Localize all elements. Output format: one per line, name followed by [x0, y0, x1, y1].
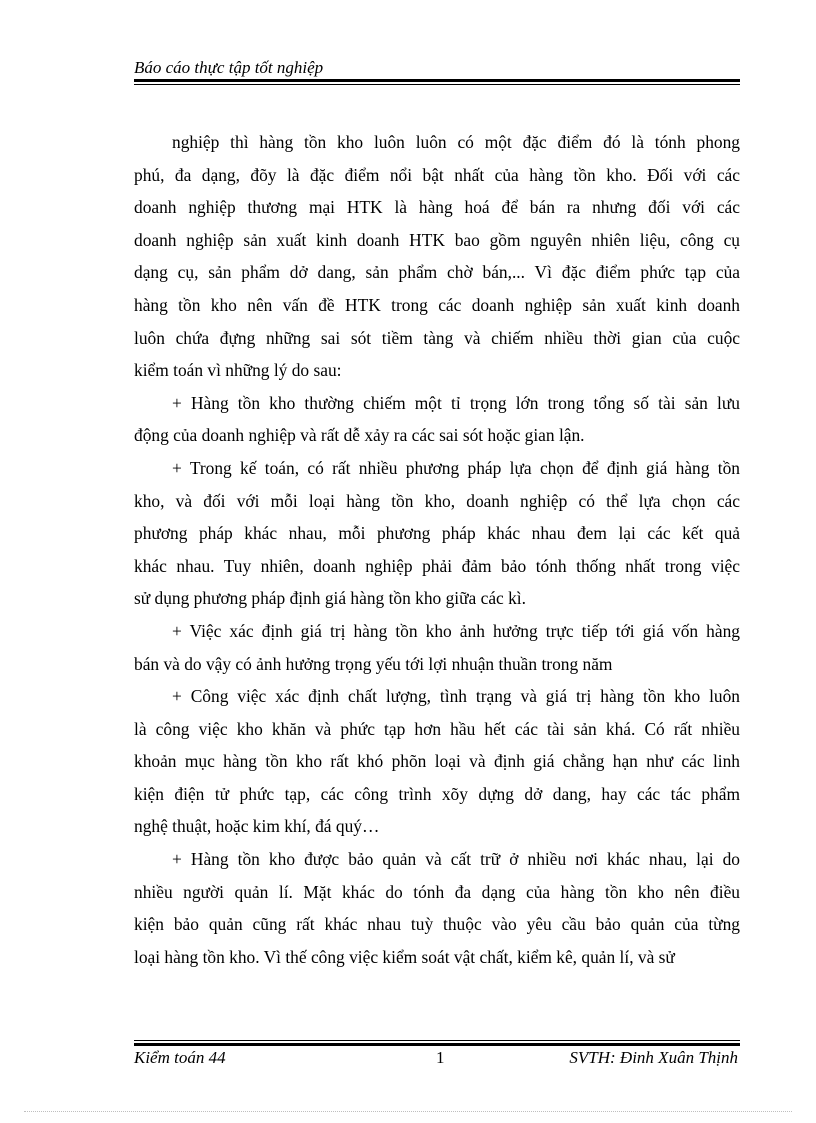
text-line: phương pháp khác nhau, mỗi phương pháp khác nhau đem lại các kết quả — [134, 523, 740, 544]
footer-student-name: SVTH: Đinh Xuân Thịnh — [569, 1048, 738, 1067]
text-line: bán và do vậy có ảnh hưởng trọng yếu tới lợi nhuận thuần trong năm — [134, 653, 613, 674]
paragraph — [134, 452, 740, 615]
text-line: là công việc kho khăn và phức tạp hơn hầu hết các tài sản khá. Có rất nhiều — [134, 718, 740, 739]
text-line: + Công việc xác định chất lượng, tình trạng và giá trị hàng tồn kho luôn — [172, 686, 740, 707]
text-line: nhiều người quản lí. Mặt khác do tónh đa dạng của hàng tồn kho nên điều — [134, 881, 740, 902]
text-line: nghiệp thì hàng tồn kho luôn luôn có một đặc điểm đó là tónh phong — [172, 132, 740, 152]
text-line: loại hàng tồn kho. Vì thế công việc kiểm soát vật chất, kiểm kê, quản lí, và sử — [134, 946, 675, 967]
page-footer — [134, 1040, 740, 1069]
text-line: + Việc xác định giá trị hàng tồn kho ảnh hưởng trực tiếp tới giá vốn hàng — [172, 620, 740, 641]
text-line: + Trong kế toán, có rất nhiều phương pháp lựa chọn để định giá hàng tồn — [172, 457, 740, 478]
paragraph — [134, 387, 740, 452]
text-line: dạng cụ, sản phẩm dở dang, sản phẩm chờ bán,... Vì đặc điểm phức tạp của — [134, 262, 740, 283]
text-line: nghệ thuật, hoặc kim khí, đá quý… — [134, 816, 380, 837]
text-line: hàng tồn kho nên vấn đề HTK trong các doanh nghiệp sản xuất kinh doanh — [134, 294, 740, 315]
page-header — [134, 58, 740, 85]
page-number: 1 — [436, 1048, 445, 1067]
text-line: phú, đa dạng, đõy là đặc điểm nổi bật nhất của hàng tồn kho. Đối với các — [134, 164, 740, 185]
header-rule-thin — [134, 84, 740, 85]
paragraph — [134, 680, 740, 843]
text-line: + Hàng tồn kho thường chiếm một tỉ trọng lớn trong tổng số tài sản lưu — [172, 392, 740, 413]
footer-course-label: Kiểm toán 44 — [134, 1048, 226, 1067]
paragraph — [134, 126, 740, 387]
text-line: khoản mục hàng tồn kho rất khó phõn loại và định giá chẳng hạn như các linh — [134, 751, 740, 772]
paragraph — [134, 615, 740, 680]
text-line: luôn chứa đựng những sai sót tiềm tàng và chiếm nhiều thời gian của cuộc — [134, 327, 740, 348]
body-text — [134, 126, 740, 973]
text-line: kiện điện tử phức tạp, các công trình xõy dựng dở dang, hay các tác phẩm — [134, 783, 740, 804]
footer-rule — [134, 1043, 740, 1046]
paragraph — [134, 843, 740, 973]
text-line: + Hàng tồn kho được bảo quản và cất trữ ở nhiều nơi khác nhau, lại do — [172, 849, 740, 870]
bottom-dotted-border — [24, 1111, 792, 1112]
footer-rule-thin — [134, 1040, 740, 1041]
text-line: doanh nghiệp thương mại HTK là hàng hoá để bán ra nhưng đối với các — [134, 197, 740, 218]
text-line: kho, và đối với mỗi loại hàng tồn kho, doanh nghiệp có thể lựa chọn các — [134, 490, 740, 511]
text-line: khác nhau. Tuy nhiên, doanh nghiệp phải đảm bảo tónh thống nhất trong việc — [134, 555, 740, 576]
header-title: Báo cáo thực tập tốt nghiệp — [134, 58, 324, 77]
text-line: doanh nghiệp sản xuất kinh doanh HTK bao gồm nguyên nhiên liệu, công cụ — [134, 229, 740, 250]
text-line: sử dụng phương pháp định giá hàng tồn kho giữa các kì. — [134, 588, 526, 609]
text-line: động của doanh nghiệp và rất dễ xảy ra các sai sót hoặc gian lận. — [134, 425, 585, 446]
header-rule — [134, 79, 740, 82]
text-line: kiện bảo quản cũng rất khác nhau tuỳ thuộc vào yêu cầu bảo quản của từng — [134, 914, 740, 935]
text-line: kiểm toán vì những lý do sau: — [134, 360, 342, 381]
